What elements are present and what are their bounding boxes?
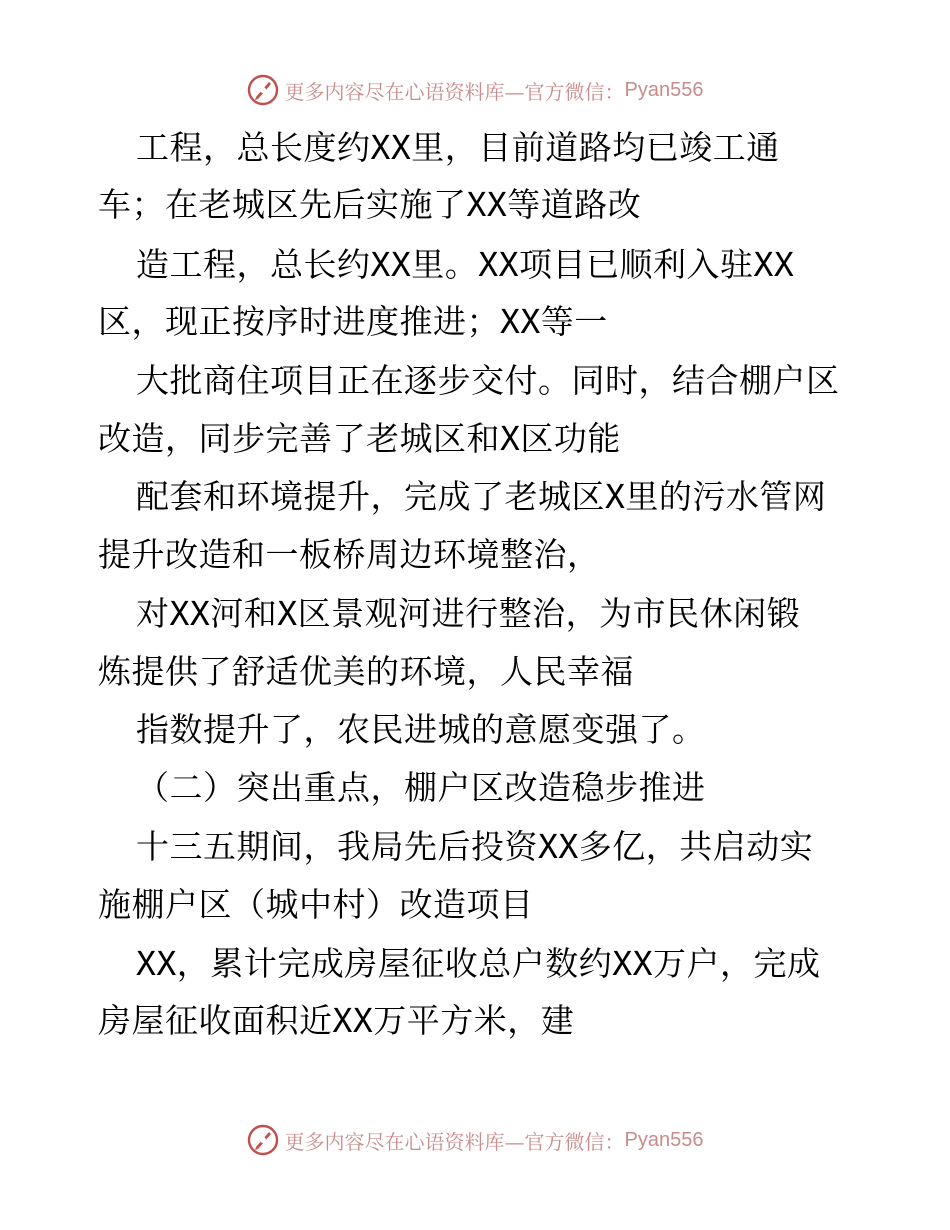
body-line: 指数提升了，农民进城的意愿变强了。: [136, 710, 706, 749]
body-line: XX，累计完成房屋征收总户数约XX万户，完成: [136, 944, 821, 983]
watermark-text: 更多内容尽在心语资料库—官方微信：: [284, 79, 625, 104]
watermark-account: Pyan556: [624, 1128, 704, 1151]
body-line: 炼提供了舒适优美的环境，人民幸福: [98, 652, 634, 691]
body-line: 十三五期间，我局先后投资XX多亿，共启动实: [136, 827, 814, 866]
body-line: 提升改造和一板桥周边环境整治，: [98, 535, 601, 574]
body-line: 施棚户区（城中村）改造项目: [98, 885, 534, 924]
body-line: 对XX河和X区景观河进行整治，为市民休闲锻: [136, 594, 801, 633]
section-heading: （二）突出重点，棚户区改造稳步推进: [136, 768, 706, 807]
body-line: 区，现正按序时进度推进；XX等一: [98, 302, 608, 341]
body-line: 车；在老城区先后实施了XX等道路改: [98, 185, 642, 224]
body-line: 造工程，总长约XX里。XX项目已顺利入驻XX: [136, 245, 795, 284]
quill-seal-icon: [247, 1124, 279, 1156]
watermark-account: Pyan556: [624, 78, 704, 101]
body-line: 改造，同步完善了老城区和X区功能: [98, 419, 621, 458]
quill-seal-icon: [247, 74, 279, 106]
body-line: 大批商住项目正在逐步交付。同时，结合棚户区: [136, 361, 840, 400]
watermark-text: 更多内容尽在心语资料库—官方微信：: [284, 1129, 625, 1154]
body-line: 房屋征收面积近XX万平方米，建: [98, 1001, 575, 1040]
header-watermark: [0, 72, 950, 108]
footer-watermark: [0, 1122, 950, 1158]
body-line: 工程，总长度约XX里，目前道路均已竣工通: [136, 128, 780, 167]
body-line: 配套和环境提升，完成了老城区X里的污水管网: [136, 477, 827, 516]
